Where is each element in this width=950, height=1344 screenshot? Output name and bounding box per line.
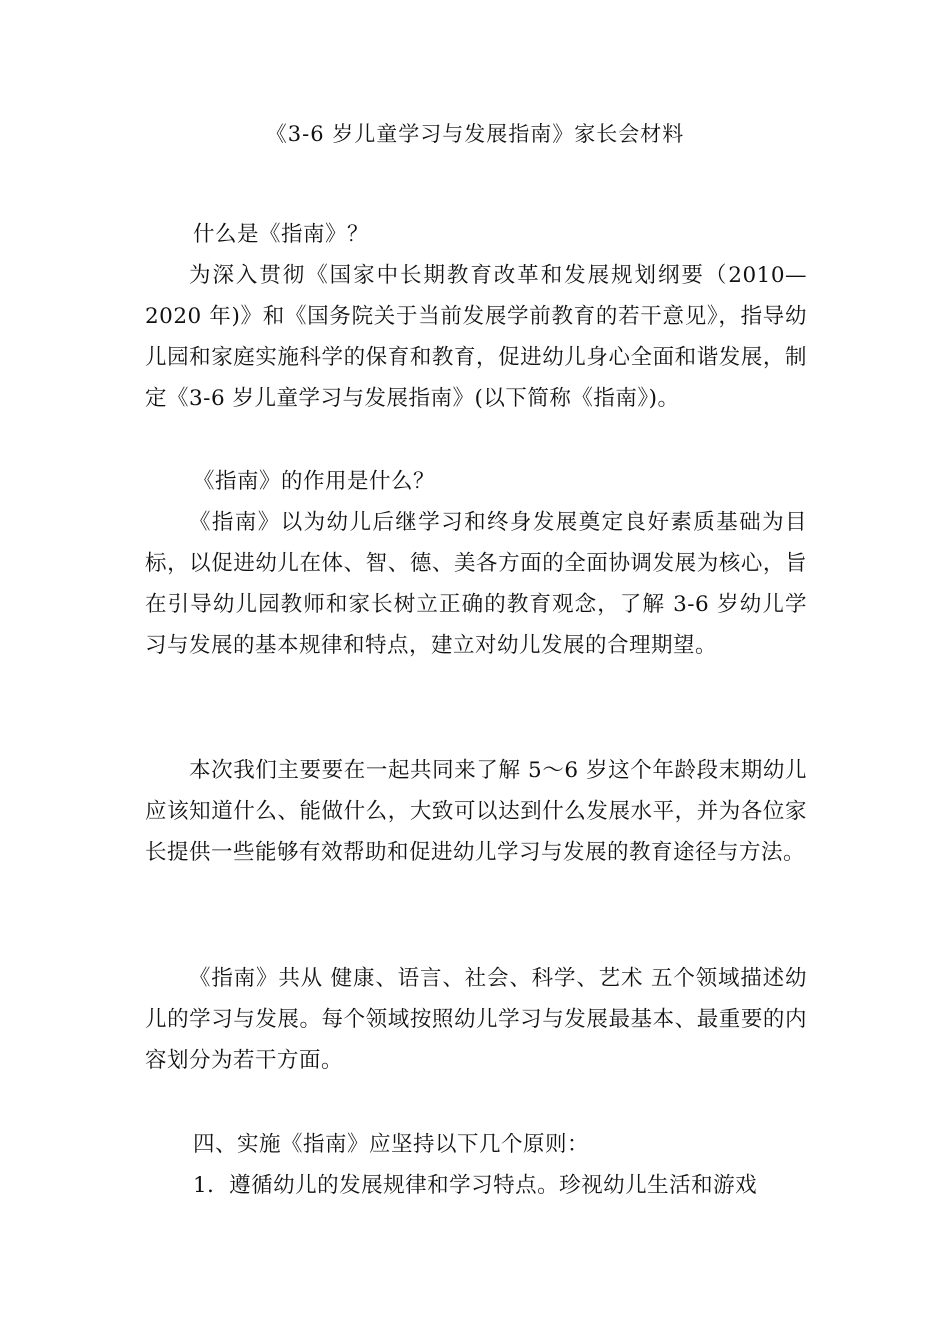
section-4-body: 《指南》共从 健康、语言、社会、科学、艺术 五个领域描述幼儿的学习与发展。每个领域按照幼儿学习与发展最基本、最重要的内容划分为若干方面。 xyxy=(145,966,807,1073)
section-2-body: 《指南》以为幼儿后继学习和终身发展奠定良好素质基础为目标，以促进幼儿在体、智、德、美各方面的全面协调发展为核心，旨在引导幼儿园教师和家长树立正确的教育观念，了解 3-6 岁幼儿学习与发展的基本规律和特点，建立对幼儿发展的合理期望。 xyxy=(145,510,807,658)
section-2-heading: 《指南》的作用是什么？ xyxy=(193,469,436,494)
section-1-heading: 什么是《指南》？ xyxy=(193,222,370,247)
section-1-body: 为深入贯彻《国家中长期教育改革和发展规划纲要（2010—2020 年)》和《国务院关于当前发展学前教育的若干意见》，指导幼儿园和家庭实施科学的保育和教育，促进幼儿身心全面和谐发展，制定《3-6 岁儿童学习与发展指南》(以下简称《指南》)。 xyxy=(145,263,807,411)
document-title: 《3-6 岁儿童学习与发展指南》家长会材料 xyxy=(265,122,685,146)
section-3-body: 本次我们主要要在一起共同来了解 5～6 岁这个年龄段末期幼儿应该知道什么、能做什么，大致可以达到什么发展水平，并为各位家长提供一些能够有效帮助和促进幼儿学习与发展的教育途径与方法。 xyxy=(145,758,807,865)
section-5-body: 1．遵循幼儿的发展规律和学习特点。珍视幼儿生活和游戏 xyxy=(193,1173,758,1198)
section-5-heading: 四、实施《指南》应坚持以下几个原则： xyxy=(193,1132,590,1157)
